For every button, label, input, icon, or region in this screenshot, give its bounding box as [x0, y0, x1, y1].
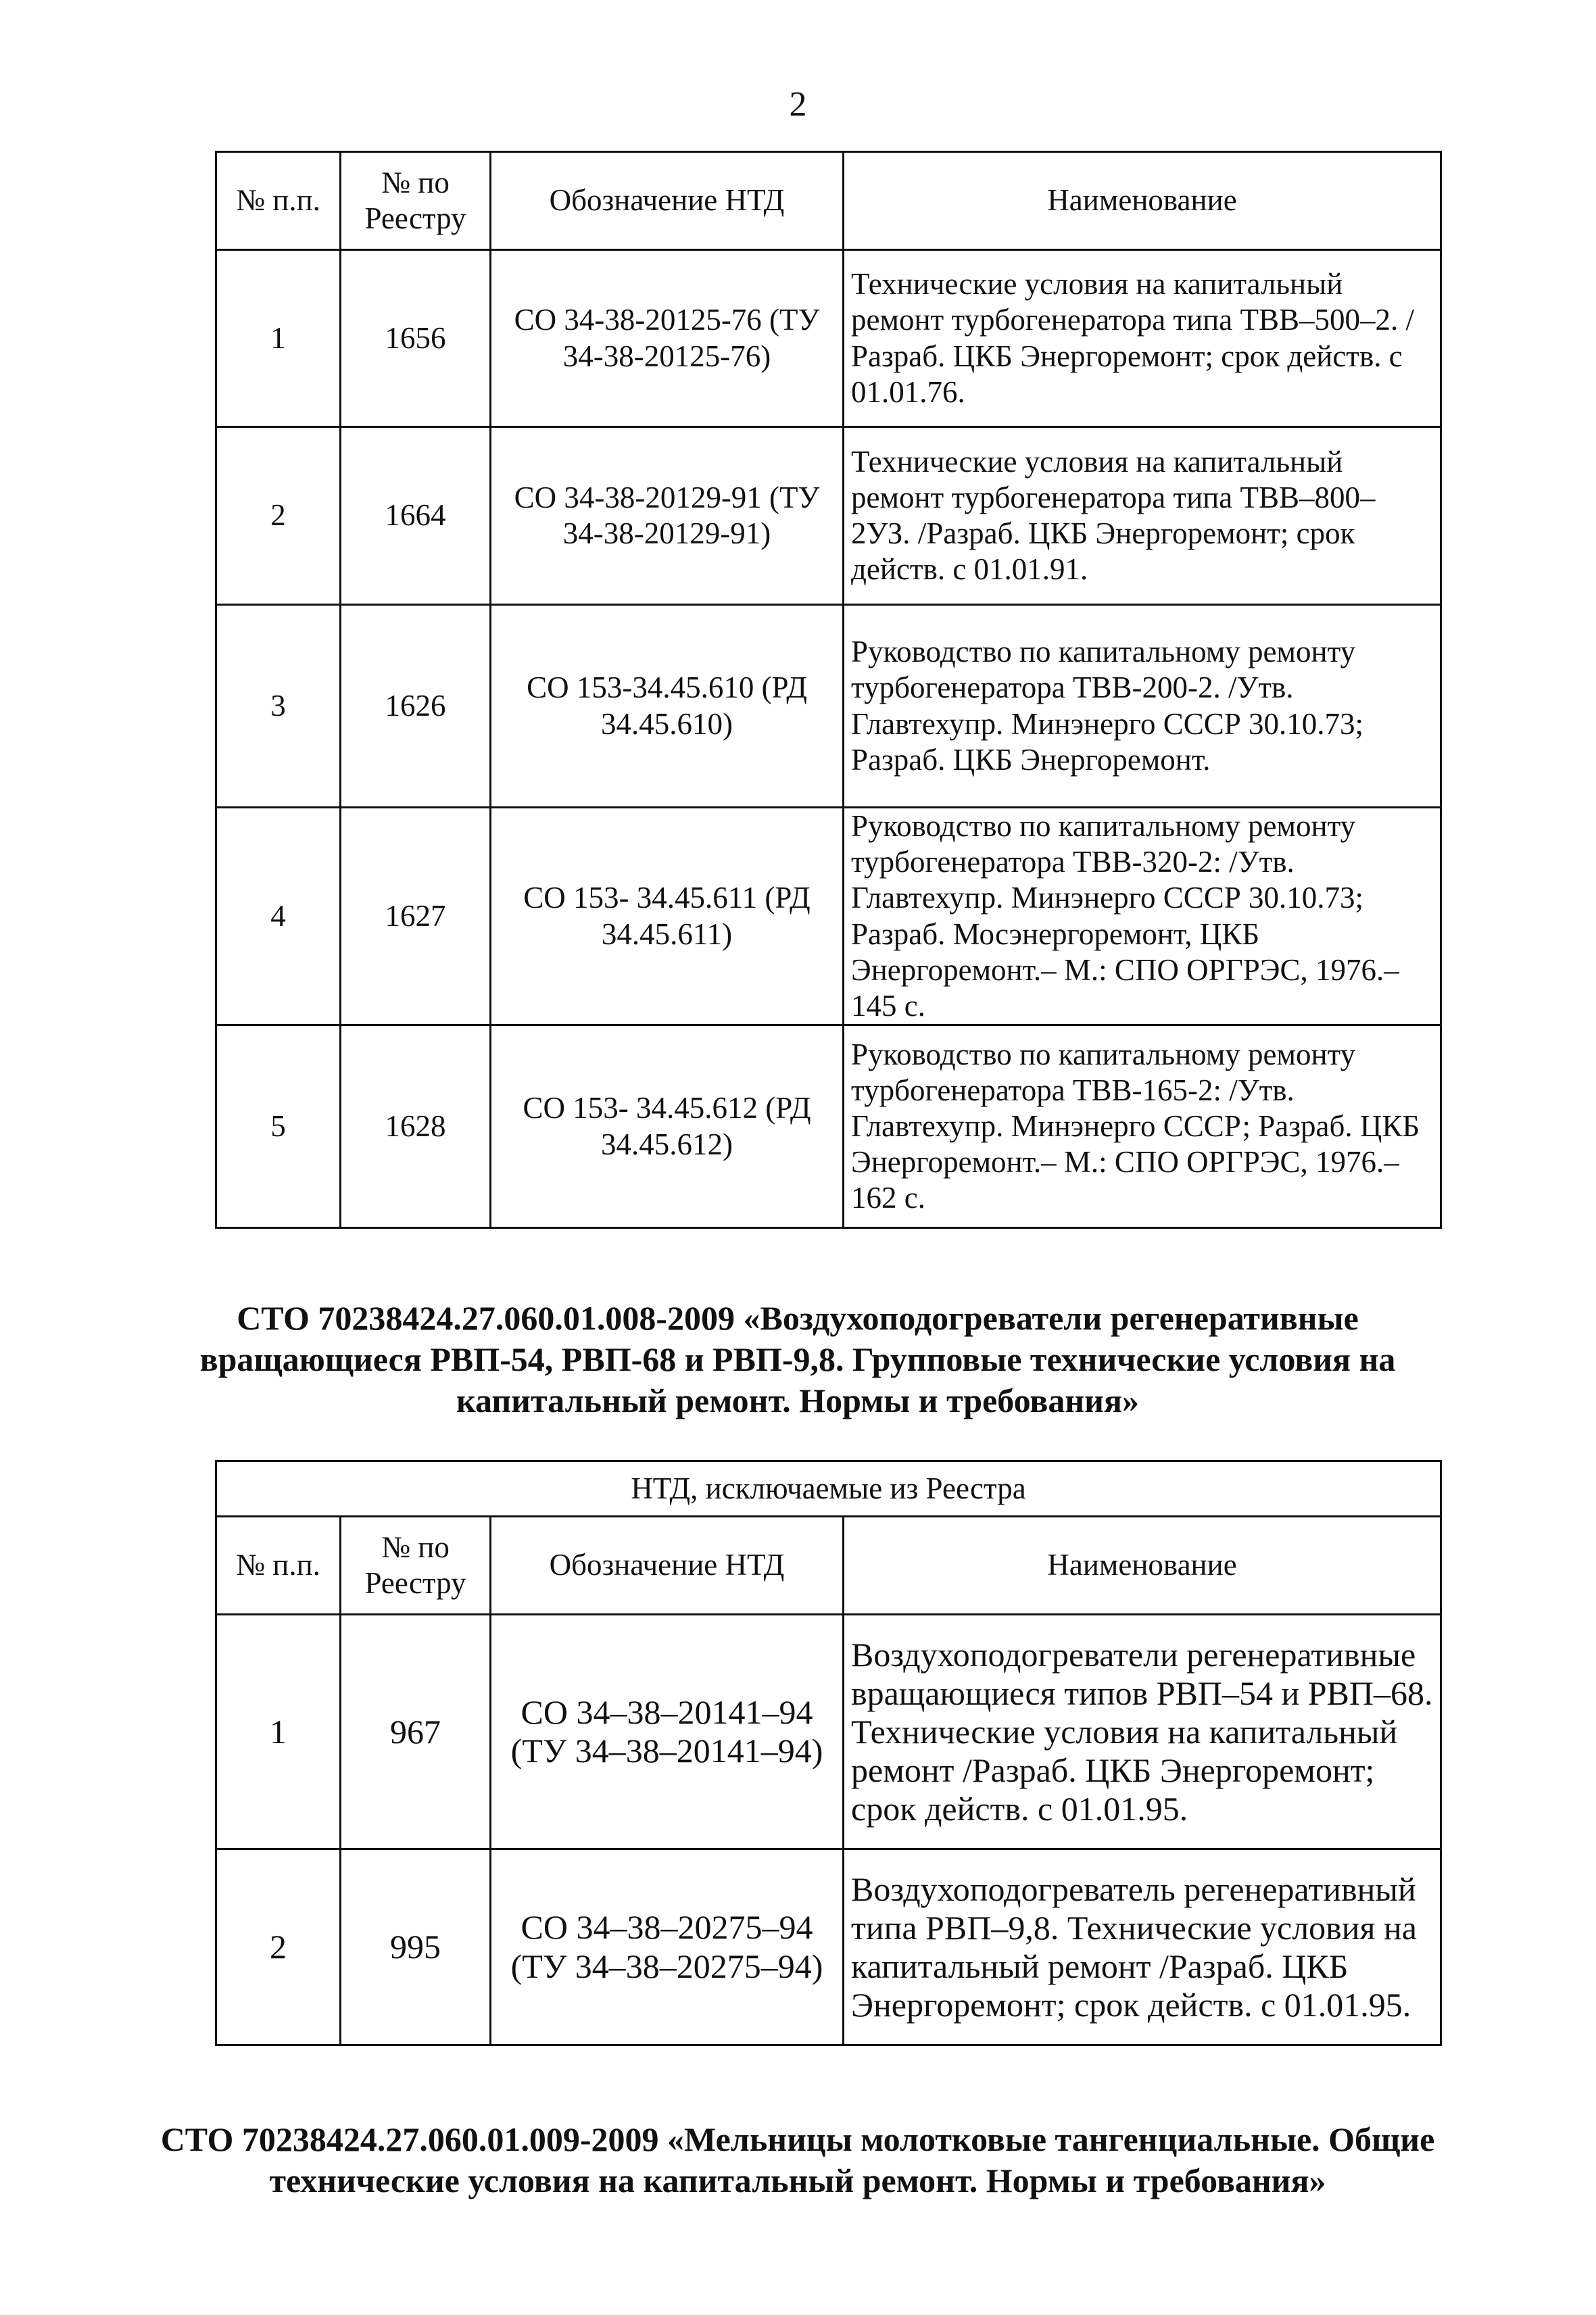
ntd-designation: СО 34–38–20275–94 (ТУ 34–38–20275–94): [491, 1849, 844, 2045]
table-caption-row: [216, 1461, 1441, 1517]
section-title-sto-008: СТО 70238424.27.060.01.008-2009 «Воздухоподогреватели регенеративные вращающиеся РВП-54, РВП-68 и РВП-9,8. Групповые технические условия на капитальный ремонт. Нормы и требования»: [199, 1299, 1396, 1419]
header-ntd-designation: Обозначение НТД: [491, 1517, 844, 1615]
ntd-table-2: [215, 1460, 1442, 2046]
table-row: [216, 1849, 1441, 2045]
ntd-table-1: [215, 151, 1442, 1229]
ntd-designation: СО 34–38–20141–94 (ТУ 34–38–20141–94): [491, 1615, 844, 1849]
ntd-designation: СО 34-38-20125-76 (ТУ 34-38-20125-76): [491, 250, 844, 427]
table-row: [216, 808, 1441, 1025]
table-row: [216, 250, 1441, 427]
ntd-name: Технические условия на капитальный ремонт турбогенератора типа ТВВ–800–2УЗ. /Разраб. ЦКБ Энергоремонт; срок действ. с 01.01.91.: [844, 427, 1441, 605]
table-row: [216, 427, 1441, 605]
header-number: № п.п.: [216, 152, 341, 250]
registry-number: 1627: [341, 808, 491, 1025]
table-header-row: [216, 1517, 1441, 1615]
header-number: № п.п.: [216, 1517, 341, 1615]
ntd-name: Технические условия на капитальный ремонт турбогенератора типа ТВВ–500–2. /Разраб. ЦКБ Энергоремонт; срок действ. с 01.01.76.: [844, 250, 1441, 427]
ntd-name: Воздухоподогреватели регенеративные вращающиеся типов РВП–54 и РВП–68. Технические условия на капитальный ремонт /Разраб. ЦКБ Энергоремонт; срок действ. с 01.01.95.: [844, 1615, 1441, 1849]
row-number: 5: [216, 1025, 341, 1228]
table-row: [216, 605, 1441, 808]
registry-number: 1664: [341, 427, 491, 605]
page-number: 2: [789, 85, 807, 124]
row-number: 2: [216, 427, 341, 605]
row-number: 4: [216, 808, 341, 1025]
ntd-designation: СО 153-34.45.610 (РД 34.45.610): [491, 605, 844, 808]
registry-number: 995: [341, 1849, 491, 2045]
registry-number: 1656: [341, 250, 491, 427]
registry-number: 1626: [341, 605, 491, 808]
ntd-designation: СО 153- 34.45.611 (РД 34.45.611): [491, 808, 844, 1025]
ntd-designation: СО 34-38-20129-91 (ТУ 34-38-20129-91): [491, 427, 844, 605]
ntd-name: Воздухоподогреватель регенеративный типа РВП–9,8. Технические условия на капитальный ремонт /Разраб. ЦКБ Энергоремонт; срок действ. с 01.01.95.: [844, 1849, 1441, 2045]
row-number: 2: [216, 1849, 341, 2045]
table-caption: НТД, исключаемые из Реестра: [216, 1461, 1441, 1517]
ntd-name: Руководство по капитальному ремонту турбогенератора ТВВ-200-2. /Утв. Главтехупр. Минэнерго СССР 30.10.73; Разраб. ЦКБ Энергоремонт.: [844, 605, 1441, 808]
row-number: 1: [216, 1615, 341, 1849]
table-row: [216, 1025, 1441, 1228]
header-name: Наименование: [844, 1517, 1441, 1615]
registry-number: 1628: [341, 1025, 491, 1228]
ntd-designation: СО 153- 34.45.612 (РД 34.45.612): [491, 1025, 844, 1228]
header-name: Наименование: [844, 152, 1441, 250]
registry-number: 967: [341, 1615, 491, 1849]
header-registry-number: № по Реестру: [341, 152, 491, 250]
row-number: 1: [216, 250, 341, 427]
ntd-name: Руководство по капитальному ремонту турбогенератора ТВВ-165-2: /Утв. Главтехупр. Минэнерго СССР; Разраб. ЦКБ Энергоремонт.– М.: СПО ОРГРЭС, 1976.– 162 с.: [844, 1025, 1441, 1228]
row-number: 3: [216, 605, 341, 808]
header-registry-number: № по Реестру: [341, 1517, 491, 1615]
table-row: [216, 1615, 1441, 1849]
table-header-row: [216, 152, 1441, 250]
ntd-name: Руководство по капитальному ремонту турбогенератора ТВВ-320-2: /Утв. Главтехупр. Минэнерго СССР 30.10.73; Разраб. Мосэнергоремонт, ЦКБ Энергоремонт.– М.: СПО ОРГРЭС, 1976.– 145 с.: [844, 808, 1441, 1025]
section-title-sto-009: СТО 70238424.27.060.01.009-2009 «Мельницы молотковые тангенциальные. Общие технические условия на капитальный ремонт. Нормы и требования»: [160, 2120, 1435, 2199]
header-ntd-designation: Обозначение НТД: [491, 152, 844, 250]
